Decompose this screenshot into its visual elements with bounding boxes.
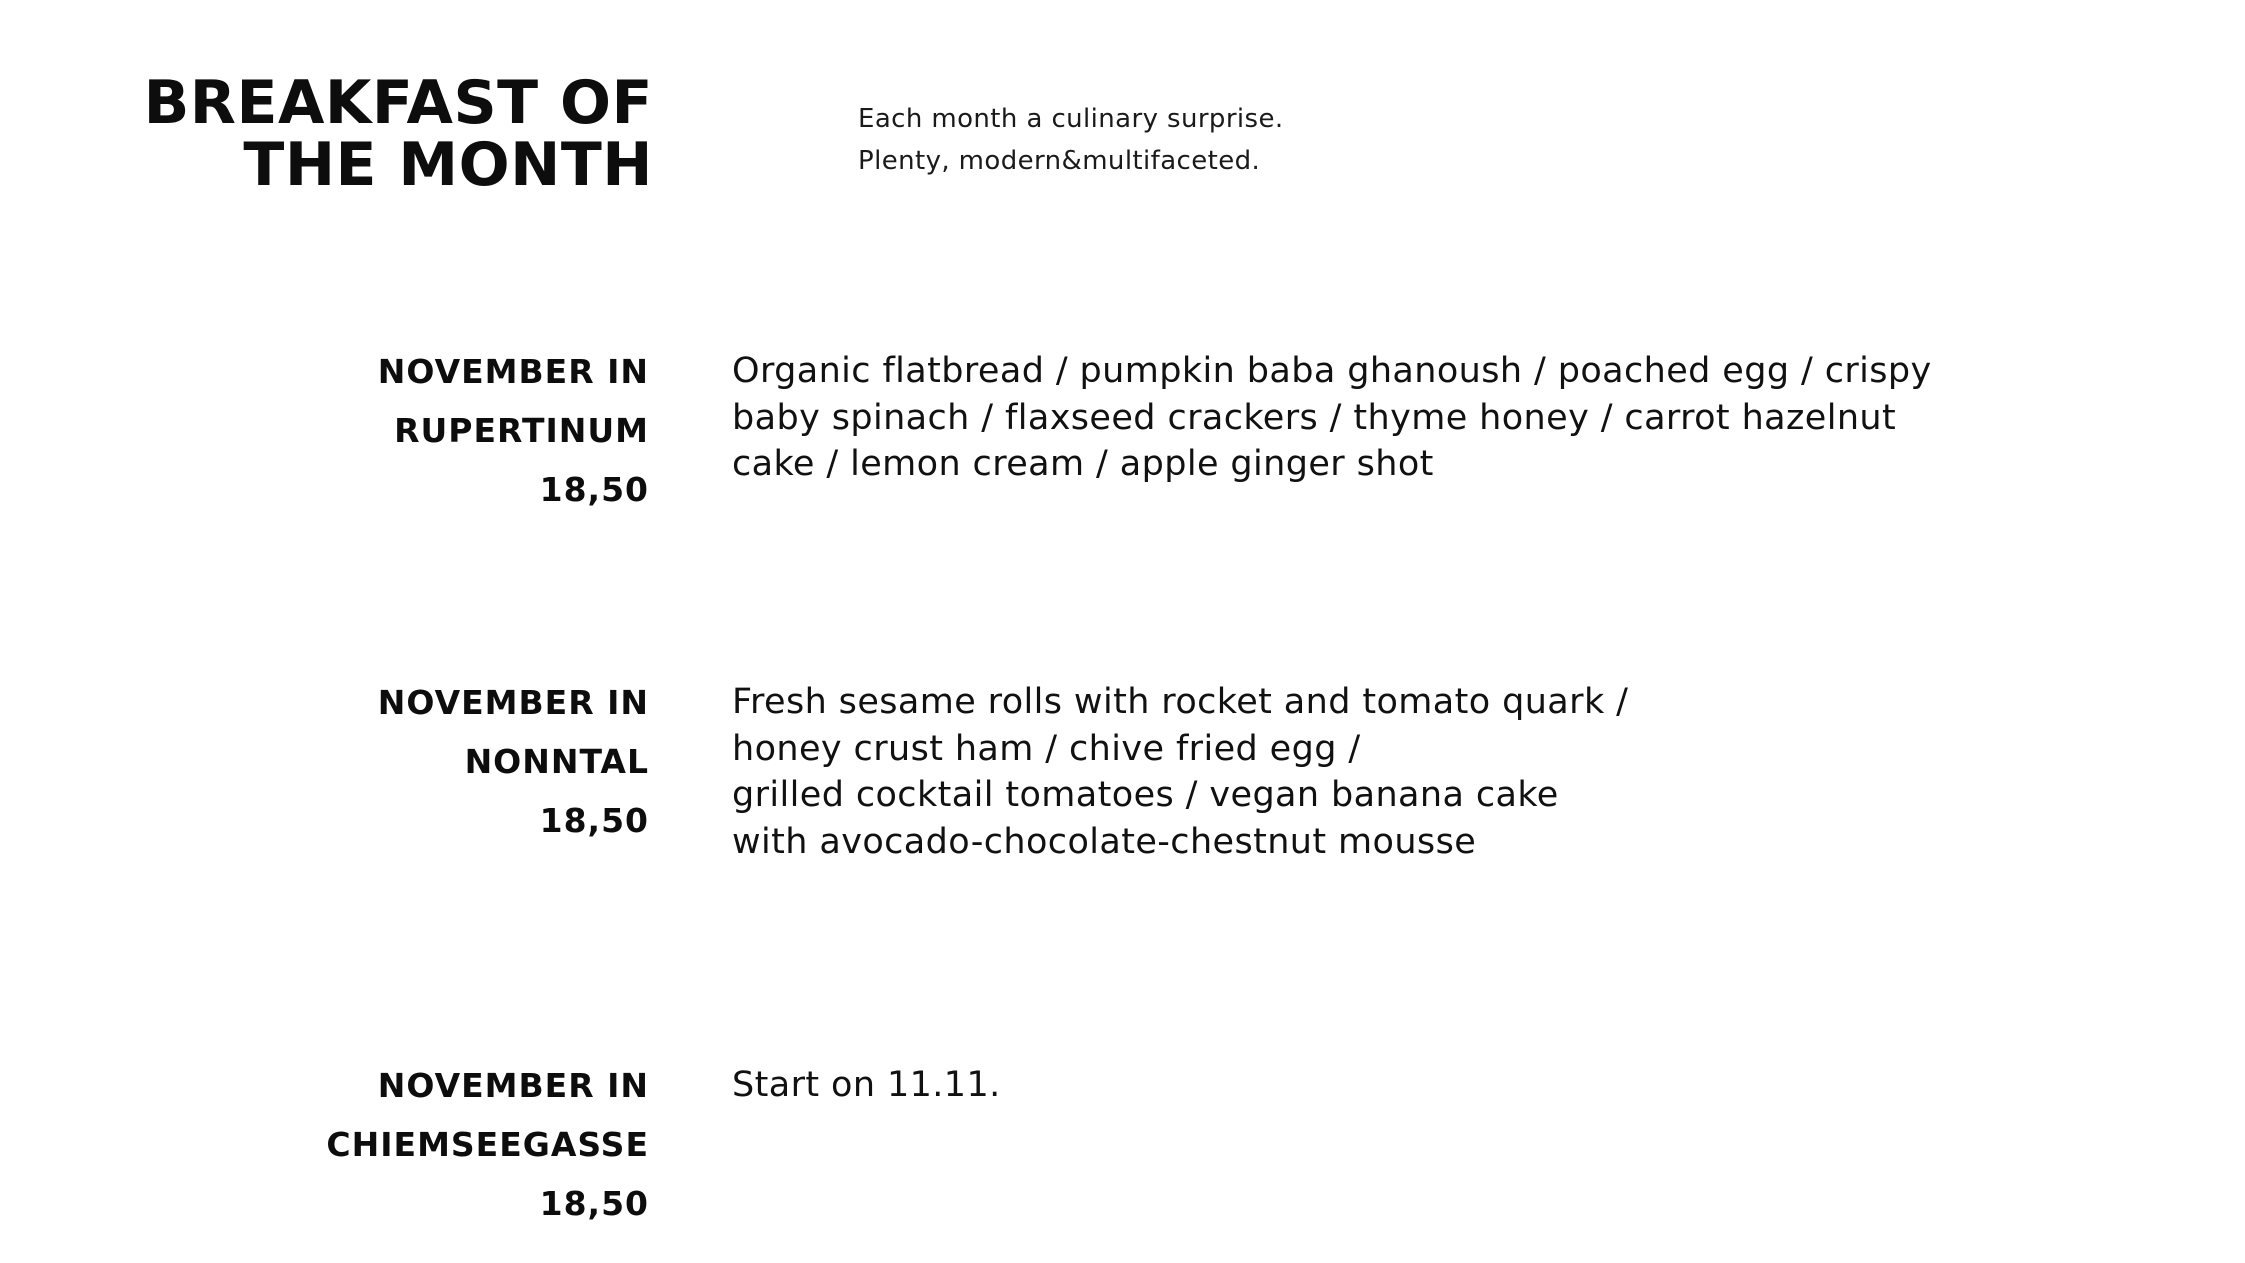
menu-item-description-line: with avocado-chocolate-chestnut mousse — [732, 821, 1477, 862]
menu-item-description-line: baby spinach / flaxseed crackers / thyme honey / carrot hazelnut — [732, 397, 1897, 438]
menu-item-description — [732, 348, 1932, 488]
menu-item-price: 18,50 — [539, 470, 649, 509]
menu-item-description-line: Start on 11.11. — [732, 1065, 1001, 1105]
page-title-line-1: BREAKFAST OF — [143, 68, 653, 138]
menu-item-description — [732, 1062, 1001, 1109]
intro-line-2: Plenty, modern&multifaceted. — [858, 146, 1261, 176]
menu-item-description-line: grilled cocktail tomatoes / vegan banana cake — [732, 775, 1559, 815]
menu-item-location: CHIEMSEEGASSE — [326, 1125, 649, 1164]
menu-item-description-line: Fresh sesame rolls with rocket and tomato quark / — [732, 682, 1629, 722]
menu-item-description-line: cake / lemon cream / apple ginger shot — [732, 444, 1434, 484]
page-title — [143, 68, 653, 200]
menu-item-description-line: honey crust ham / chive fried egg / — [732, 728, 1361, 769]
intro-text — [858, 98, 1284, 182]
menu-item-label — [326, 1056, 649, 1233]
menu-item-location: NONNTAL — [464, 742, 649, 781]
intro-line-1: Each month a culinary surprise. — [858, 104, 1284, 134]
menu-item-month: NOVEMBER IN — [377, 1066, 649, 1105]
menu-item-location: RUPERTINUM — [394, 411, 649, 450]
menu-item-description-line: Organic flatbread / pumpkin baba ghanoush / poached egg / crispy — [732, 351, 1932, 391]
page-title-line-2: THE MONTH — [243, 130, 653, 200]
menu-item-month: NOVEMBER IN — [377, 352, 649, 391]
menu-item-month: NOVEMBER IN — [377, 683, 649, 722]
menu-item-price: 18,50 — [539, 801, 649, 840]
menu-item-price: 18,50 — [539, 1184, 649, 1223]
menu-item-description — [732, 679, 1628, 865]
menu-item-label — [378, 342, 649, 519]
menu-item-label — [378, 673, 649, 850]
